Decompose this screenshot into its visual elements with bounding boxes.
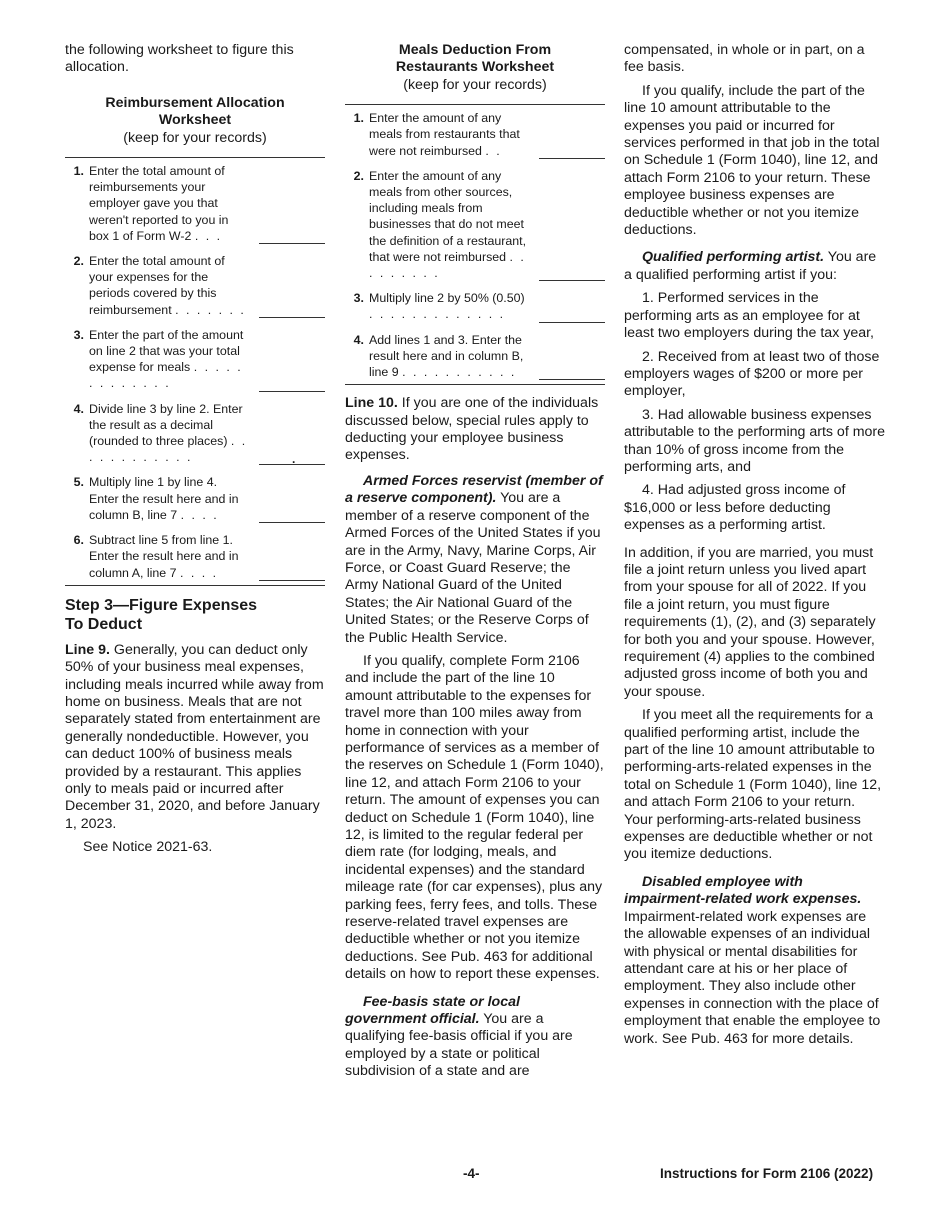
worksheet-entry-field[interactable] — [539, 364, 605, 380]
leader-dots: . . — [485, 143, 502, 158]
worksheet-line-number: 2. — [353, 168, 364, 183]
fee-basis-continued: compensated, in whole or in part, on a fee basis. — [624, 42, 865, 76]
worksheet-line-label: Enter the total amount of reimbursements your employer gave you that weren't reported to you in box 1 of Form W-2 — [89, 164, 229, 243]
performing-artist-heading: Qualified performing artist. — [642, 249, 825, 266]
column-right — [624, 42, 886, 1048]
worksheet-entry-field[interactable] — [259, 302, 325, 318]
worksheet-line-label: Enter the part of the amount on line 2 that was your total expense for meals — [89, 327, 244, 375]
intro-text: the following worksheet to figure this allocation. — [65, 42, 294, 76]
married-paragraph: In addition, if you are married, you must file a joint return unless you lived apart from your spouse for all of 2022. If you file a joint return, you must figure requirements (1), (2), and (3) separately for both you and your spouse. However, requirement (4) applies to the combined adjusted gross income of both you and your spouse. — [624, 544, 876, 700]
leader-dots: . . . — [194, 228, 223, 243]
worksheet-entry-field[interactable] — [259, 449, 325, 465]
worksheet-line-4 — [345, 327, 605, 385]
worksheet-entry-field[interactable] — [259, 376, 325, 392]
line10-label: Line 10. — [345, 395, 398, 412]
worksheet-line-3 — [65, 322, 325, 396]
worksheet-entry-field[interactable] — [539, 265, 605, 281]
leader-dots: . . . . . . . . . — [369, 249, 526, 281]
worksheet-subtitle: (keep for your records) — [403, 76, 547, 93]
worksheet-line-2 — [345, 163, 605, 285]
worksheet-line-text — [89, 532, 249, 581]
worksheet-bottom-rule — [345, 384, 605, 385]
line9-paragraph: Line 9. Generally, you can deduct only 50% of your business meal expenses, including meals incurred while away from home on business. Meals that are not separately stated from entertainment are generally nondeductible. However, you can deduct 100% of business meals provided by a restaurant. This applies only to meals paid or incurred after December 31, 2020, and before January 1, 2023. — [65, 641, 324, 832]
worksheet-line-label: Subtract line 5 from line 1. Enter the result here and in column A, line 7 — [89, 533, 239, 580]
worksheet-line-3 — [345, 285, 605, 326]
worksheet-line-text — [369, 110, 529, 159]
worksheet-subtitle: (keep for your records) — [123, 129, 267, 146]
worksheet-entry-field[interactable] — [259, 507, 325, 523]
leader-dots: . . . . . . . . . . . . . — [89, 360, 243, 391]
requirement-2: 2. Received from at least two of those employers wages of $200 or more per employer, — [624, 348, 880, 400]
worksheet-entry-field[interactable] — [259, 228, 325, 244]
worksheet-line-text — [89, 474, 249, 523]
worksheet-line-text — [369, 168, 529, 281]
armed-forces-qualify: If you qualify, complete Form 2106 and include the part of the line 10 amount attributable to the expenses for travel more than 100 miles away from home in connection with your performance of services as a member of the reserves on Schedule 1 (Form 1040), line 12, and attach Form 2106 to your return. The amount of expenses you can deduct on Schedule 1 (Form 1040), line 12, is limited to the regular federal per diem rate (for lodging, meals, and incidental expenses) and the standard mileage rate (for car expenses), plus any parking fees, ferry fees, and tolls. These reserve-related travel expenses are deductible whether or not you itemize deductions. See Pub. 463 for additional details on how to report these expenses. — [345, 652, 604, 983]
worksheet-line-number: 3. — [353, 291, 364, 306]
worksheet-title: Reimbursement Allocation Worksheet — [105, 94, 285, 129]
armed-forces-paragraph: Armed Forces reservist (member of a reserve component). You are a member of a reserve component of the Armed Forces of the United States if you are in the Army, Navy, Marine Corps, Air Force, or Coast Guard Reserve; the Army National Guard of the United States; the Air National Guard of the United States; or the Reserve Corps of the Public Health Service. — [345, 472, 603, 646]
worksheet-entry-field[interactable] — [539, 143, 605, 159]
page-number: -4- — [463, 1166, 480, 1181]
worksheet-line-label: Enter the amount of any meals from restaurants that were not reimbursed — [369, 111, 520, 158]
worksheet-line-label: Multiply line 2 by 50% (0.50) — [369, 291, 525, 306]
worksheet-line-text — [89, 253, 249, 318]
worksheet-line-number: 6. — [73, 533, 84, 548]
requirement-1: 1. Performed services in the performing arts as an employee for at least two employers during the tax year, — [624, 290, 874, 342]
fee-basis-qualify: If you qualify, include the part of the line 10 amount attributable to the expenses you paid or incurred for services performed in that job in the total on Schedule 1 (Form 1040), line 12, and attach Form 2106 to your return. These employee business expenses are deductible whether or not you itemize deductions. — [624, 82, 880, 239]
worksheet-line-number: 4. — [353, 332, 364, 347]
disabled-employee-paragraph: Disabled employee with impairment-related work expenses. Impairment-related work expenses are the allowable expenses of an individual with physical or mental disabilities for attendant care at his or her place of employment. They also include other expenses in connection with the place of employment that enable the employee to work. See Pub. 463 for more details. — [624, 873, 881, 1047]
worksheet-line-number: 3. — [73, 327, 84, 342]
worksheet-entry-field[interactable] — [259, 565, 325, 581]
leader-dots: . . . . . . . . . . . — [402, 365, 517, 380]
worksheet-line-label: Enter the amount of any meals from other sources, including meals from businesses that do not meet the definition of a restaurant, that were not reimbursed — [369, 168, 527, 264]
worksheet-line-label: Add lines 1 and 3. Enter the result here and in column B, line 9 — [369, 332, 524, 380]
step3-heading: Step 3—Figure Expenses To Deduct — [65, 596, 258, 633]
leader-dots: . . . . — [179, 565, 219, 580]
meet-requirements-paragraph: If you meet all the requirements for a qualified performing artist, include the part of the line 10 amount attributable to performing-arts-related expenses in the total on Schedule 1 (Form 1040), line 12, and attach Form 2106 to your return. Your performing-arts-related business expenses are deductible whether or not you itemize deductions. — [624, 707, 882, 863]
worksheet-line-number: 1. — [353, 111, 364, 126]
line9-label: Line 9. — [65, 641, 110, 658]
armed-forces-heading: Armed Forces reservist (member of a reserve component). — [345, 472, 603, 507]
requirement-4: 4. Had adjusted gross income of $16,000 or less before deducting expenses as a performing artist. — [624, 482, 846, 534]
worksheet-line-number: 2. — [73, 254, 84, 269]
leader-dots: . . . . . . . . . . . . — [89, 434, 248, 465]
worksheet-bottom-rule — [65, 585, 325, 586]
disabled-employee-heading: Disabled employee with impairment-related work expenses. — [624, 873, 862, 908]
worksheet-line-text — [89, 163, 249, 244]
worksheet-line-number: 5. — [73, 475, 84, 490]
fee-basis-paragraph: Fee-basis state or local government official. You are a qualifying fee-basis official if you are employed by a state or political subdivision of a state and are — [345, 993, 573, 1080]
document-title-footer: Instructions for Form 2106 (2022) — [660, 1166, 874, 1181]
worksheet-line-2 — [65, 248, 325, 322]
worksheet-line-text — [369, 290, 529, 322]
worksheet-line-1 — [345, 105, 605, 163]
column-left — [65, 42, 325, 857]
line10-paragraph: Line 10. If you are one of the individuals discussed below, special rules apply to deducting your employee business expenses. — [345, 395, 599, 464]
leader-dots: . . . . . . . . . . . . . — [369, 307, 506, 322]
worksheet-line-text — [369, 332, 529, 381]
leader-dots: . . . . . . . — [175, 302, 246, 317]
worksheet-line-label: Divide line 3 by line 2. Enter the result as a decimal (rounded to three places) — [89, 401, 243, 449]
worksheet-line-6 — [65, 527, 325, 585]
worksheet-entry-field[interactable] — [539, 307, 605, 323]
worksheet-line-1 — [65, 158, 325, 248]
worksheet-line-number: 4. — [73, 401, 84, 416]
worksheet-line-label: Enter the total amount of your expenses for the periods covered by this reimbursement — [89, 254, 225, 317]
worksheet-title: Meals Deduction From Restaurants Worksheet — [395, 42, 555, 76]
fee-basis-heading: Fee-basis state or local government official. — [345, 993, 520, 1028]
meals-worksheet — [345, 42, 605, 385]
requirement-3: 3. Had allowable business expenses attributable to the performing arts of more than 10% of gross income from the performing arts, and — [624, 406, 886, 475]
leader-dots: . . . . — [180, 507, 219, 522]
worksheet-line-number: 1. — [73, 164, 84, 179]
column-middle — [345, 42, 605, 1081]
decimal-point: . — [292, 452, 296, 467]
worksheet-line-text — [89, 327, 249, 392]
performing-artist-paragraph: Qualified performing artist. You are a qualified performing artist if you: — [624, 249, 877, 283]
worksheet-line-label: Multiply line 1 by line 4. Enter the result here and in column B, line 7 — [89, 475, 239, 522]
notice-reference: See Notice 2021-63. — [83, 839, 213, 856]
reimbursement-worksheet — [65, 95, 325, 586]
worksheet-line-4 — [65, 396, 325, 470]
worksheet-line-5 — [65, 469, 325, 527]
worksheet-line-text — [89, 401, 249, 466]
